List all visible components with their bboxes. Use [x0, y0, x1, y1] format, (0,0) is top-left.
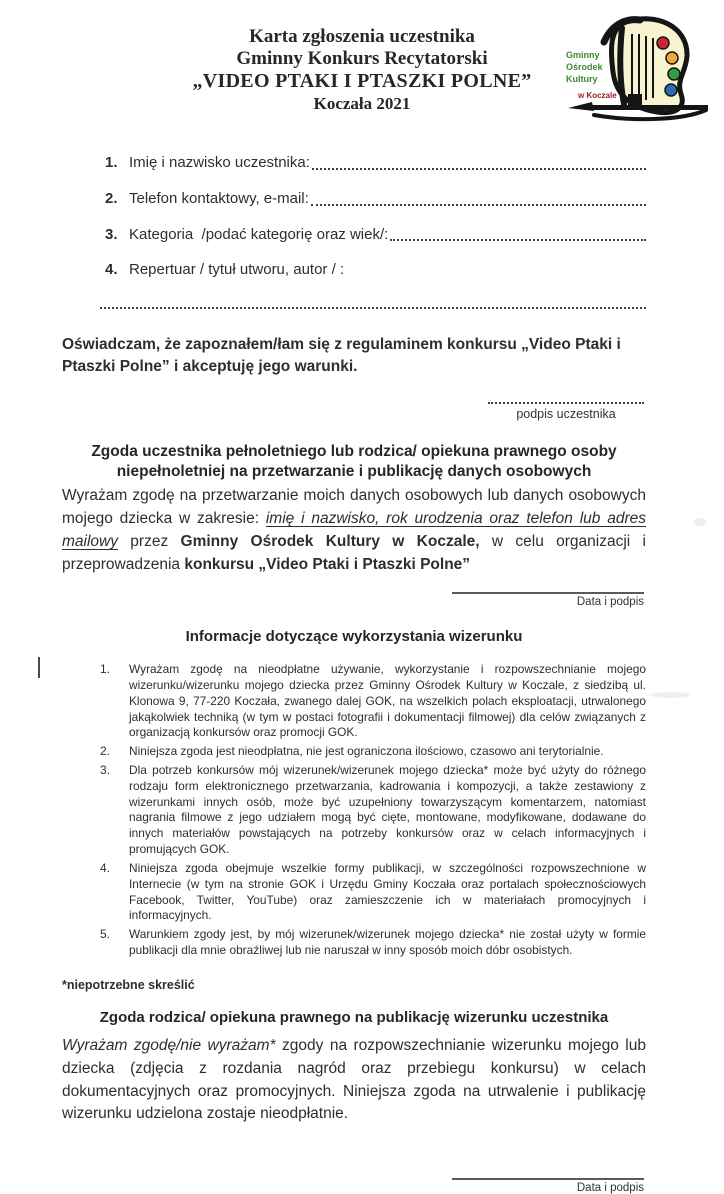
- item-number: 4.: [100, 860, 110, 875]
- signature-solid-line: [452, 1178, 644, 1180]
- consent-prefix: Wyrażam zgodę na przetwarzanie moich danych osobowych lub danych osobowych mojego dziecka w zakresie:: [62, 487, 646, 528]
- scan-artifact-mark: [38, 657, 40, 678]
- image-consent-heading: Zgoda rodzica/ opiekuna prawnego na publikację wizerunku uczestnika: [99, 1008, 609, 1026]
- logo-org-line2: Ośrodek: [566, 62, 603, 72]
- item-number: 3.: [100, 763, 110, 777]
- gok-logo: [564, 12, 716, 122]
- field-number: 3.: [105, 225, 118, 243]
- consent-contest-name: konkursu „Video Ptaki i Ptaszki Polne”: [184, 555, 471, 573]
- field-label: Repertuar / tytuł utworu, autor / :: [129, 261, 345, 279]
- image-info-list: [62, 662, 646, 959]
- field-label: Telefon kontaktowy, e-mail:: [129, 189, 309, 207]
- consent-mid2: w celu organizacji i przeprowadzenia: [62, 532, 646, 573]
- participant-signature-block: [488, 394, 644, 421]
- item-number: 5.: [100, 927, 110, 942]
- dotted-fill-line-full: [100, 307, 646, 309]
- declaration-text: Oświadczam, że zapoznałem/łam się z regulaminem konkursu „Video Ptaki i Ptaszki Polne” i akceptuję jego warunki.: [62, 336, 621, 375]
- title-line-2: Gminny Konkurs Recytatorski: [236, 48, 488, 70]
- list-item: [100, 861, 646, 924]
- dotted-fill-line: [312, 168, 646, 170]
- list-item: [100, 927, 646, 959]
- date-signature-block-2: [452, 1178, 644, 1194]
- form-header: [0, 0, 724, 130]
- item-text: Wyrażam zgodę na nieodpłatne używanie, wykorzystanie i rozpowszechnianie mojego wizerunku/wizerunku mojego dziecka przez Gminny Ośrodek Kultury w Koczale, z siedzibą ul. Klonowa 9, 77-220 Koczała, zwanego dalej GOK, na wszelkich polach eksploatacji, utrwalonego jakąkolwiek techniką (w tym w postaci fotografii i dokumentacji filmowej) dla celów związanych z organizacją konkursów oraz promocji GOK.: [129, 662, 646, 740]
- logo-org-line1: Gminny: [566, 50, 600, 60]
- item-text: Niniejsza zgoda jest nieodpłatna, nie jest ograniczona ilościowo, czasowo ani terytorialnie.: [129, 744, 604, 759]
- fields-list: [62, 154, 646, 280]
- title-line-1: Karta zgłoszenia uczestnika: [249, 26, 475, 47]
- logo-org-line3: Kultury: [566, 74, 598, 84]
- data-consent-heading: Zgoda uczestnika pełnoletniego lub rodzica/ opiekuna prawnego osoby niepełnoletniej na przetwarzanie i publikację danych osobowych: [91, 442, 617, 480]
- footnote-strike-unneeded: *niepotrzebne skreślić: [62, 977, 195, 992]
- signature-solid-line: [452, 592, 644, 594]
- consent-mid1: przez: [117, 532, 181, 550]
- image-info-heading: Informacje dotyczące wykorzystania wizerunku: [185, 628, 523, 646]
- title-line-3: „VIDEO PTAKI I PTASZKI POLNE”: [192, 70, 532, 93]
- field-label: Kategoria /podać kategorię oraz wiek/:: [129, 225, 389, 243]
- item-number: 1.: [100, 662, 110, 677]
- consent-choice: Wyrażam zgodę/nie wyrażam*: [62, 1036, 276, 1054]
- consent-body: zgody na rozpowszechnianie wizerunku mojego lub dziecka (zdjęcia z rozdania nagród oraz przebiegu konkursu) w celach dokumentacyjnych oraz promocyjnych. Niniejsza zgoda na utrwalenie i publikację wizerunku udzielona zostaje nieodpłatnie.: [62, 1036, 646, 1123]
- dotted-fill-line: [311, 204, 646, 206]
- logo-org-location: w Koczale: [578, 91, 617, 100]
- list-item: [100, 744, 646, 760]
- data-consent-paragraph: [62, 485, 646, 576]
- signature-caption: Data i podpis: [576, 596, 644, 609]
- field-name: [62, 154, 646, 173]
- item-text: Niniejsza zgoda obejmuje wszelkie formy publikacji, w szczególności rozpowszechnione w Internecie (w tym na stronie GOK i Urzędu Gminy Koczała oraz portalach społecznościowych Facebook, Twitter, YouTube) oraz zamieszczenie ich w materiałach promocyjnych i informacyjnych.: [129, 860, 646, 923]
- field-category: [62, 226, 646, 245]
- item-text: Warunkiem zgody jest, by mój wizerunek/wizerunek mojego dziecka* nie został użyty w formie publikacji dla mnie obraźliwej lub nie naruszał w inny sposób moich dóbr osobistych.: [129, 927, 646, 958]
- signature-dotted-line: [488, 394, 644, 404]
- field-phone-email: [62, 190, 646, 209]
- field-number: 1.: [105, 154, 118, 171]
- list-item: [100, 763, 646, 858]
- signature-caption: Data i podpis: [576, 1182, 644, 1194]
- consent-organizer: Gminny Ośrodek Kultury w Koczale,: [180, 532, 480, 550]
- date-signature-block-1: [452, 592, 644, 608]
- signature-caption: podpis uczestnika: [516, 406, 616, 421]
- consent-scope: imię i nazwisko, rok urodzenia oraz telefon lub adres mailowy: [62, 510, 646, 550]
- title-line-4: Koczała 2021: [313, 93, 411, 113]
- harp-palette-logo-icon: [564, 12, 716, 122]
- form-content: [62, 154, 646, 1194]
- item-number: 2.: [100, 744, 110, 759]
- field-number: 4.: [105, 261, 118, 279]
- field-repertoire: [62, 261, 646, 280]
- image-consent-paragraph: [62, 1035, 646, 1126]
- field-label: Imię i nazwisko uczestnika:: [129, 154, 310, 171]
- scan-smudge: [650, 692, 690, 698]
- dotted-fill-line: [390, 239, 646, 241]
- list-item: [100, 662, 646, 741]
- scan-smudge: [693, 518, 707, 526]
- field-number: 2.: [105, 189, 118, 207]
- item-text: Dla potrzeb konkursów mój wizerunek/wizerunek mojego dziecka* może być użyty do różnego rodzaju form elektronicznego przetwarzania, kadrowania i kompozycji, a także zestawiony z wizerunkami innych osób, może być uzupełniony towarzyszącym komentarzem, natomiast nagrania filmowe z jego udziałem mogą być cięte, montowane, modyfikowane, dodawane do innych materiałów powstających na potrzeby konkursów oraz w celach informacyjnych i promujących GOK.: [129, 763, 646, 857]
